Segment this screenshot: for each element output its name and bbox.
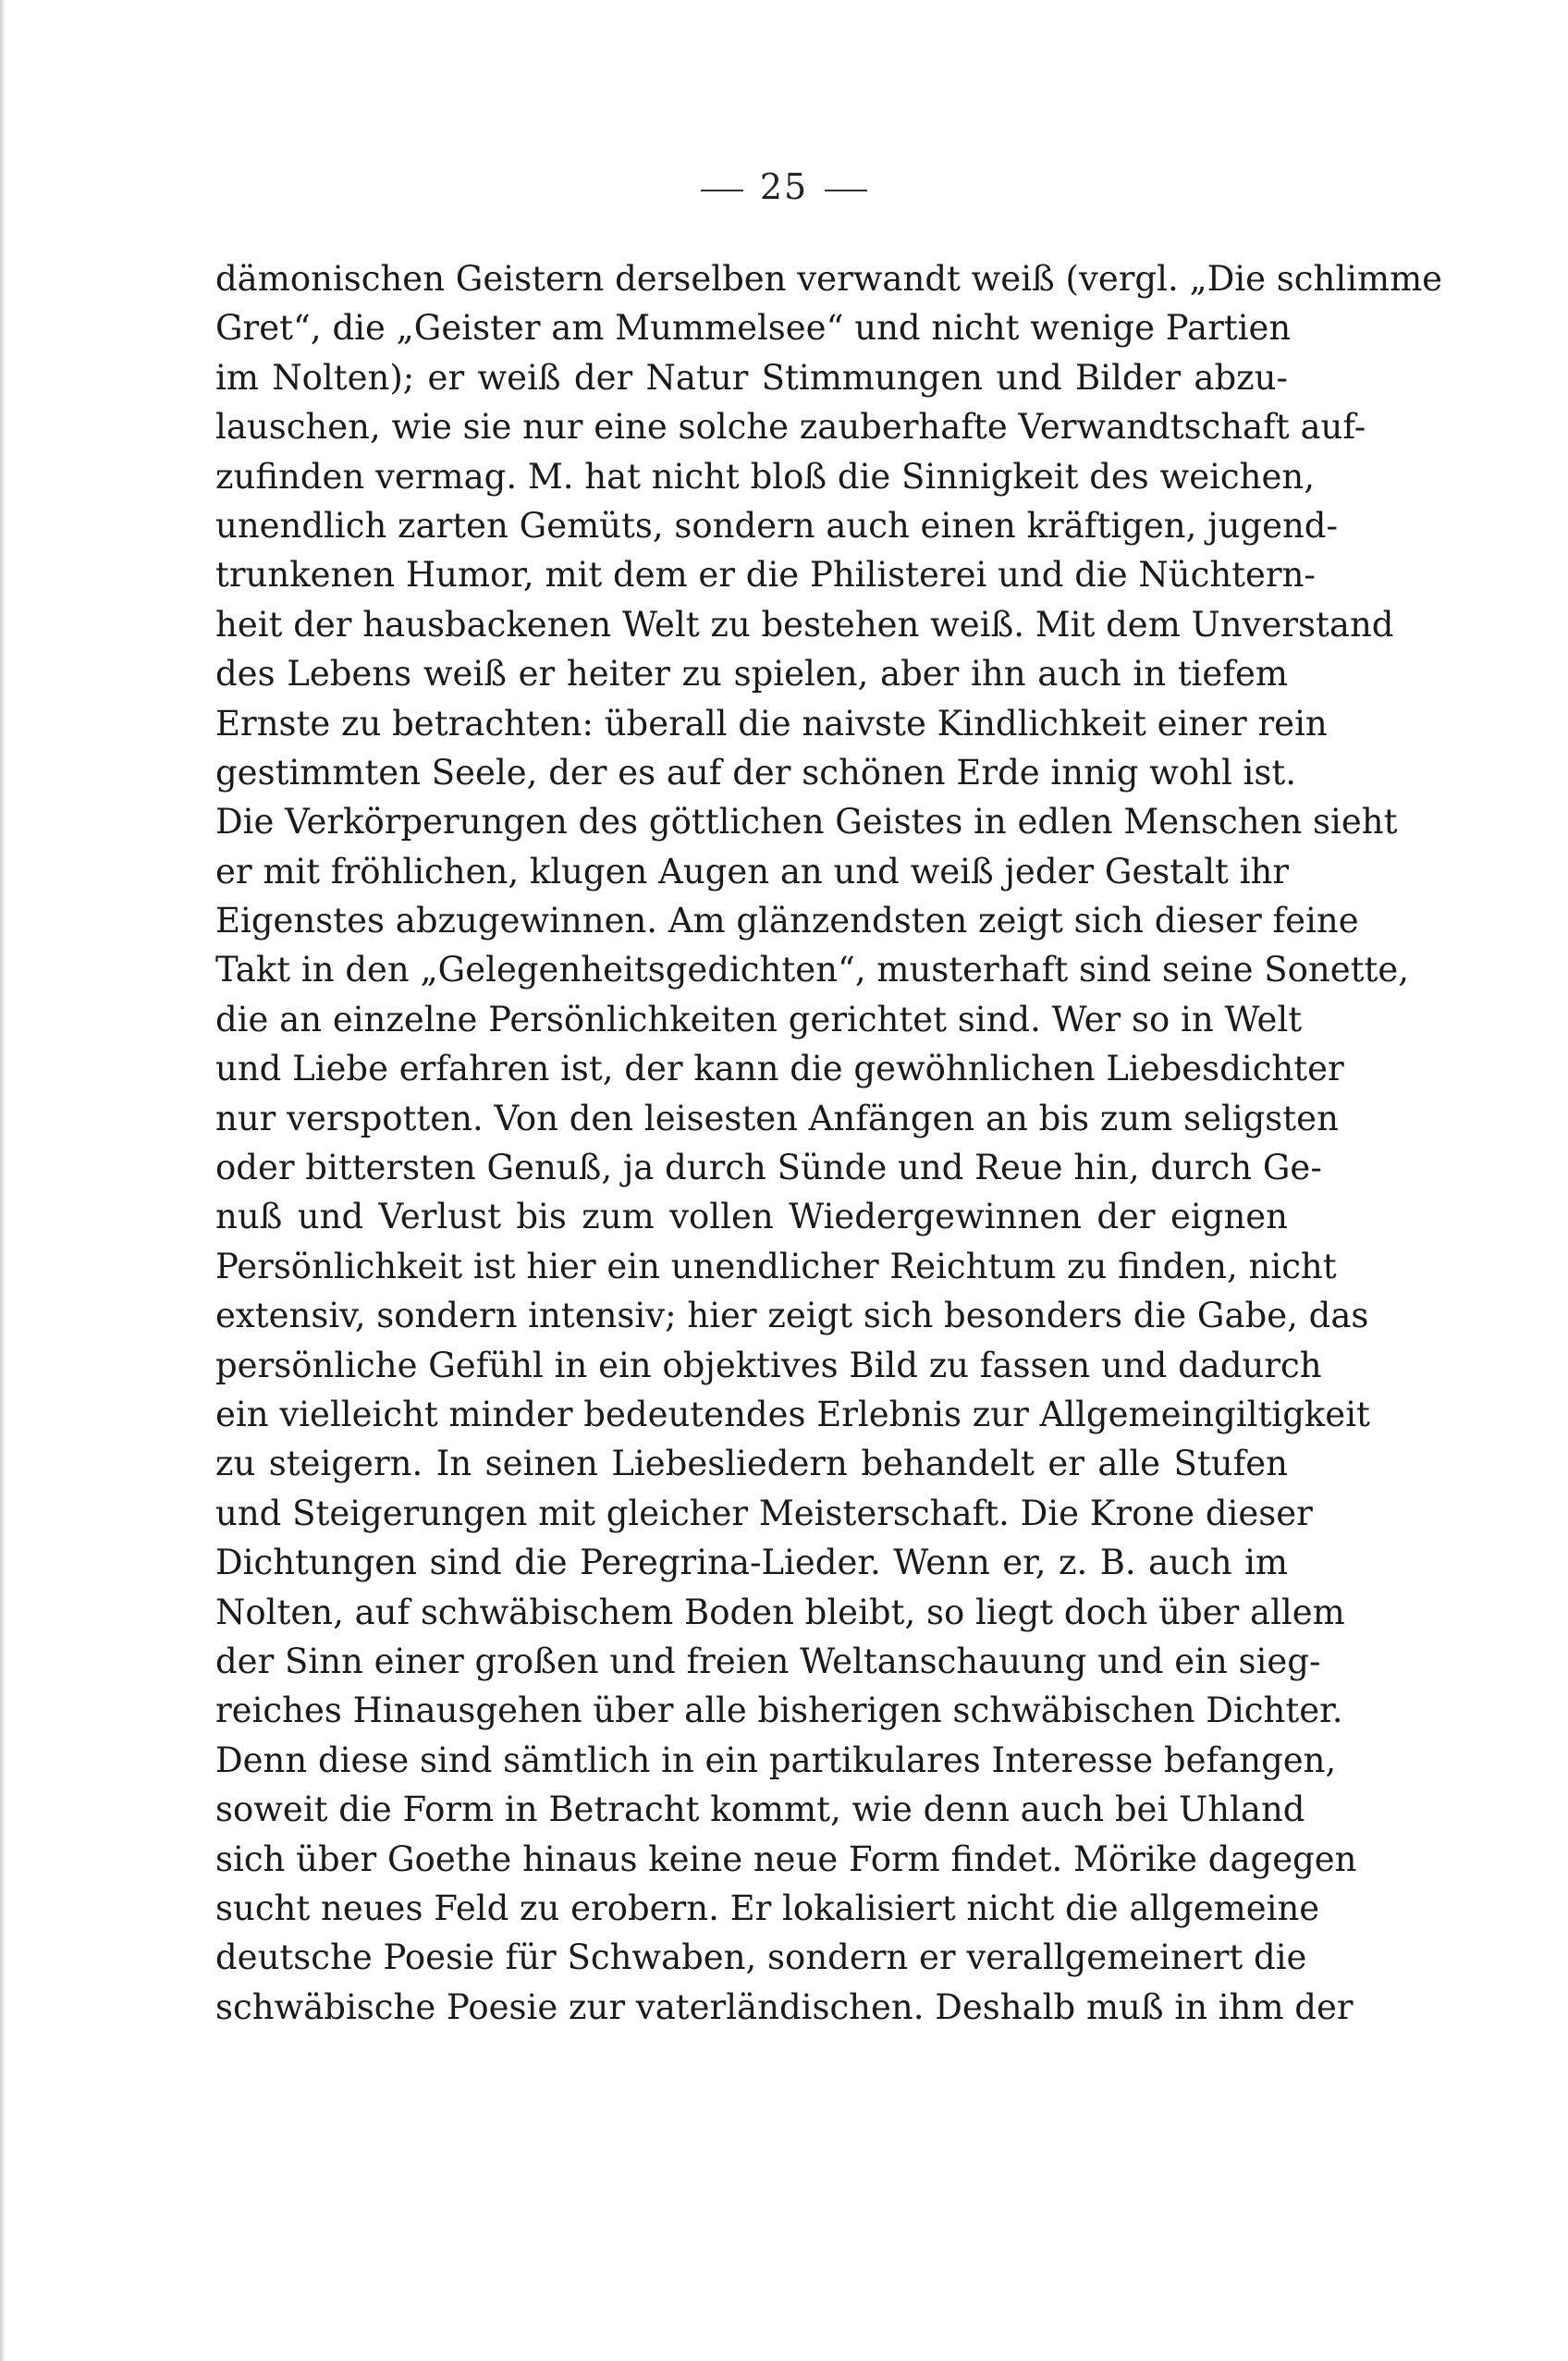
text-line: Ernste zu betrachten: überall die naivste Kindlichkeit einer rein	[215, 703, 1328, 744]
text-line: sich über Goethe hinaus keine neue Form findet. Mörike dagegen	[215, 1838, 1357, 1879]
text-line: nuß und Verlust bis zum vollen Wiedergewinnen der eignen	[215, 1197, 1288, 1237]
left-dash	[701, 190, 743, 191]
text-line: trunkenen Humor, mit dem er die Philisterei und die Nüchtern-	[215, 555, 1316, 596]
text-line: des Lebens weiß er heiter zu spielen, aber ihn auch in tiefem	[215, 654, 1288, 695]
text-line: Die Verkörperungen des göttlichen Geistes in edlen Menschen sieht	[215, 802, 1398, 842]
text-line: heit der hausbackenen Welt zu bestehen weiß. Mit dem Unverstand	[215, 604, 1394, 645]
text-line: und Steigerungen mit gleicher Meisterschaft. Die Krone dieser	[215, 1493, 1313, 1533]
text-line: die an einzelne Persönlichkeiten gerichtet sind. Wer so in Welt	[215, 999, 1303, 1039]
text-line: unendlich zarten Gemüts, sondern auch einen kräftigen, jugend-	[215, 505, 1338, 546]
text-line: im Nolten); er weiß der Natur Stimmungen und Bilder abzu-	[215, 357, 1288, 398]
text-line: Gret“, die „Geister am Mummelsee“ und nicht wenige Partien	[215, 308, 1292, 349]
text-line: lauschen, wie sie nur eine solche zauberhafte Verwandtschaft auf-	[215, 407, 1366, 448]
text-line: Takt in den „Gelegenheitsgedichten“, musterhaft sind seine Sonette,	[215, 950, 1409, 990]
text-line: soweit die Form in Betracht kommt, wie denn auch bei Uhland	[215, 1789, 1305, 1830]
text-line: extensiv, sondern intensiv; hier zeigt sich besonders die Gabe, das	[215, 1296, 1369, 1336]
text-line: Denn diese sind sämtlich in ein partikulares Interesse befangen,	[215, 1740, 1337, 1780]
text-line: er mit fröhlichen, klugen Augen an und weiß jeder Gestalt ihr	[215, 851, 1290, 892]
right-dash	[825, 190, 867, 191]
scan-edge-shadow	[0, 0, 6, 2361]
text-line: der Sinn einer großen und freien Weltanschauung und ein sieg-	[215, 1641, 1321, 1681]
text-line: und Liebe erfahren ist, der kann die gewöhnlichen Liebesdichter	[215, 1049, 1344, 1089]
text-line: zu steigern. In seinen Liebesliedern behandelt er alle Stufen	[215, 1444, 1288, 1484]
text-line: ein vielleicht minder bedeutendes Erlebnis zur Allgemeingiltigkeit	[215, 1394, 1370, 1434]
body-text	[215, 254, 1443, 2032]
text-line: reiches Hinausgehen über alle bisherigen schwäbischen Dichter.	[215, 1691, 1343, 1731]
text-line: Dichtungen sind die Peregrina-Lieder. Wenn er, z. B. auch im	[215, 1543, 1288, 1583]
text-line: persönliche Gefühl in ein objektives Bild zu fassen und dadurch	[215, 1345, 1322, 1385]
text-line: oder bittersten Genuß, ja durch Sünde und Reue hin, durch Ge-	[215, 1148, 1322, 1188]
text-line: zufinden vermag. M. hat nicht bloß die Sinnigkeit des weichen,	[215, 456, 1315, 497]
text-line: dämonischen Geistern derselben verwandt weiß (vergl. „Die schlimme	[215, 259, 1443, 299]
text-line: Persönlichkeit ist hier ein unendlicher Reichtum zu finden, nicht	[215, 1246, 1337, 1286]
text-line: schwäbische Poesie zur vaterländischen. Deshalb muß in ihm der	[215, 1986, 1354, 2027]
text-line: sucht neues Feld zu erobern. Er lokalisiert nicht die allgemeine	[215, 1888, 1320, 1928]
page-number-value: 25	[759, 166, 809, 207]
page-number	[0, 166, 1568, 207]
text-line: gestimmten Seele, der es auf der schönen Erde innig wohl ist.	[215, 752, 1297, 793]
text-line: deutsche Poesie für Schwaben, sondern er verallgemeinert die	[215, 1937, 1307, 1978]
text-line: nur verspotten. Von den leisesten Anfängen an bis zum seligsten	[215, 1098, 1339, 1138]
text-line: Eigenstes abzugewinnen. Am glänzendsten zeigt sich dieser feine	[215, 901, 1359, 941]
text-line: Nolten, auf schwäbischem Boden bleibt, so liegt doch über allem	[215, 1592, 1345, 1632]
